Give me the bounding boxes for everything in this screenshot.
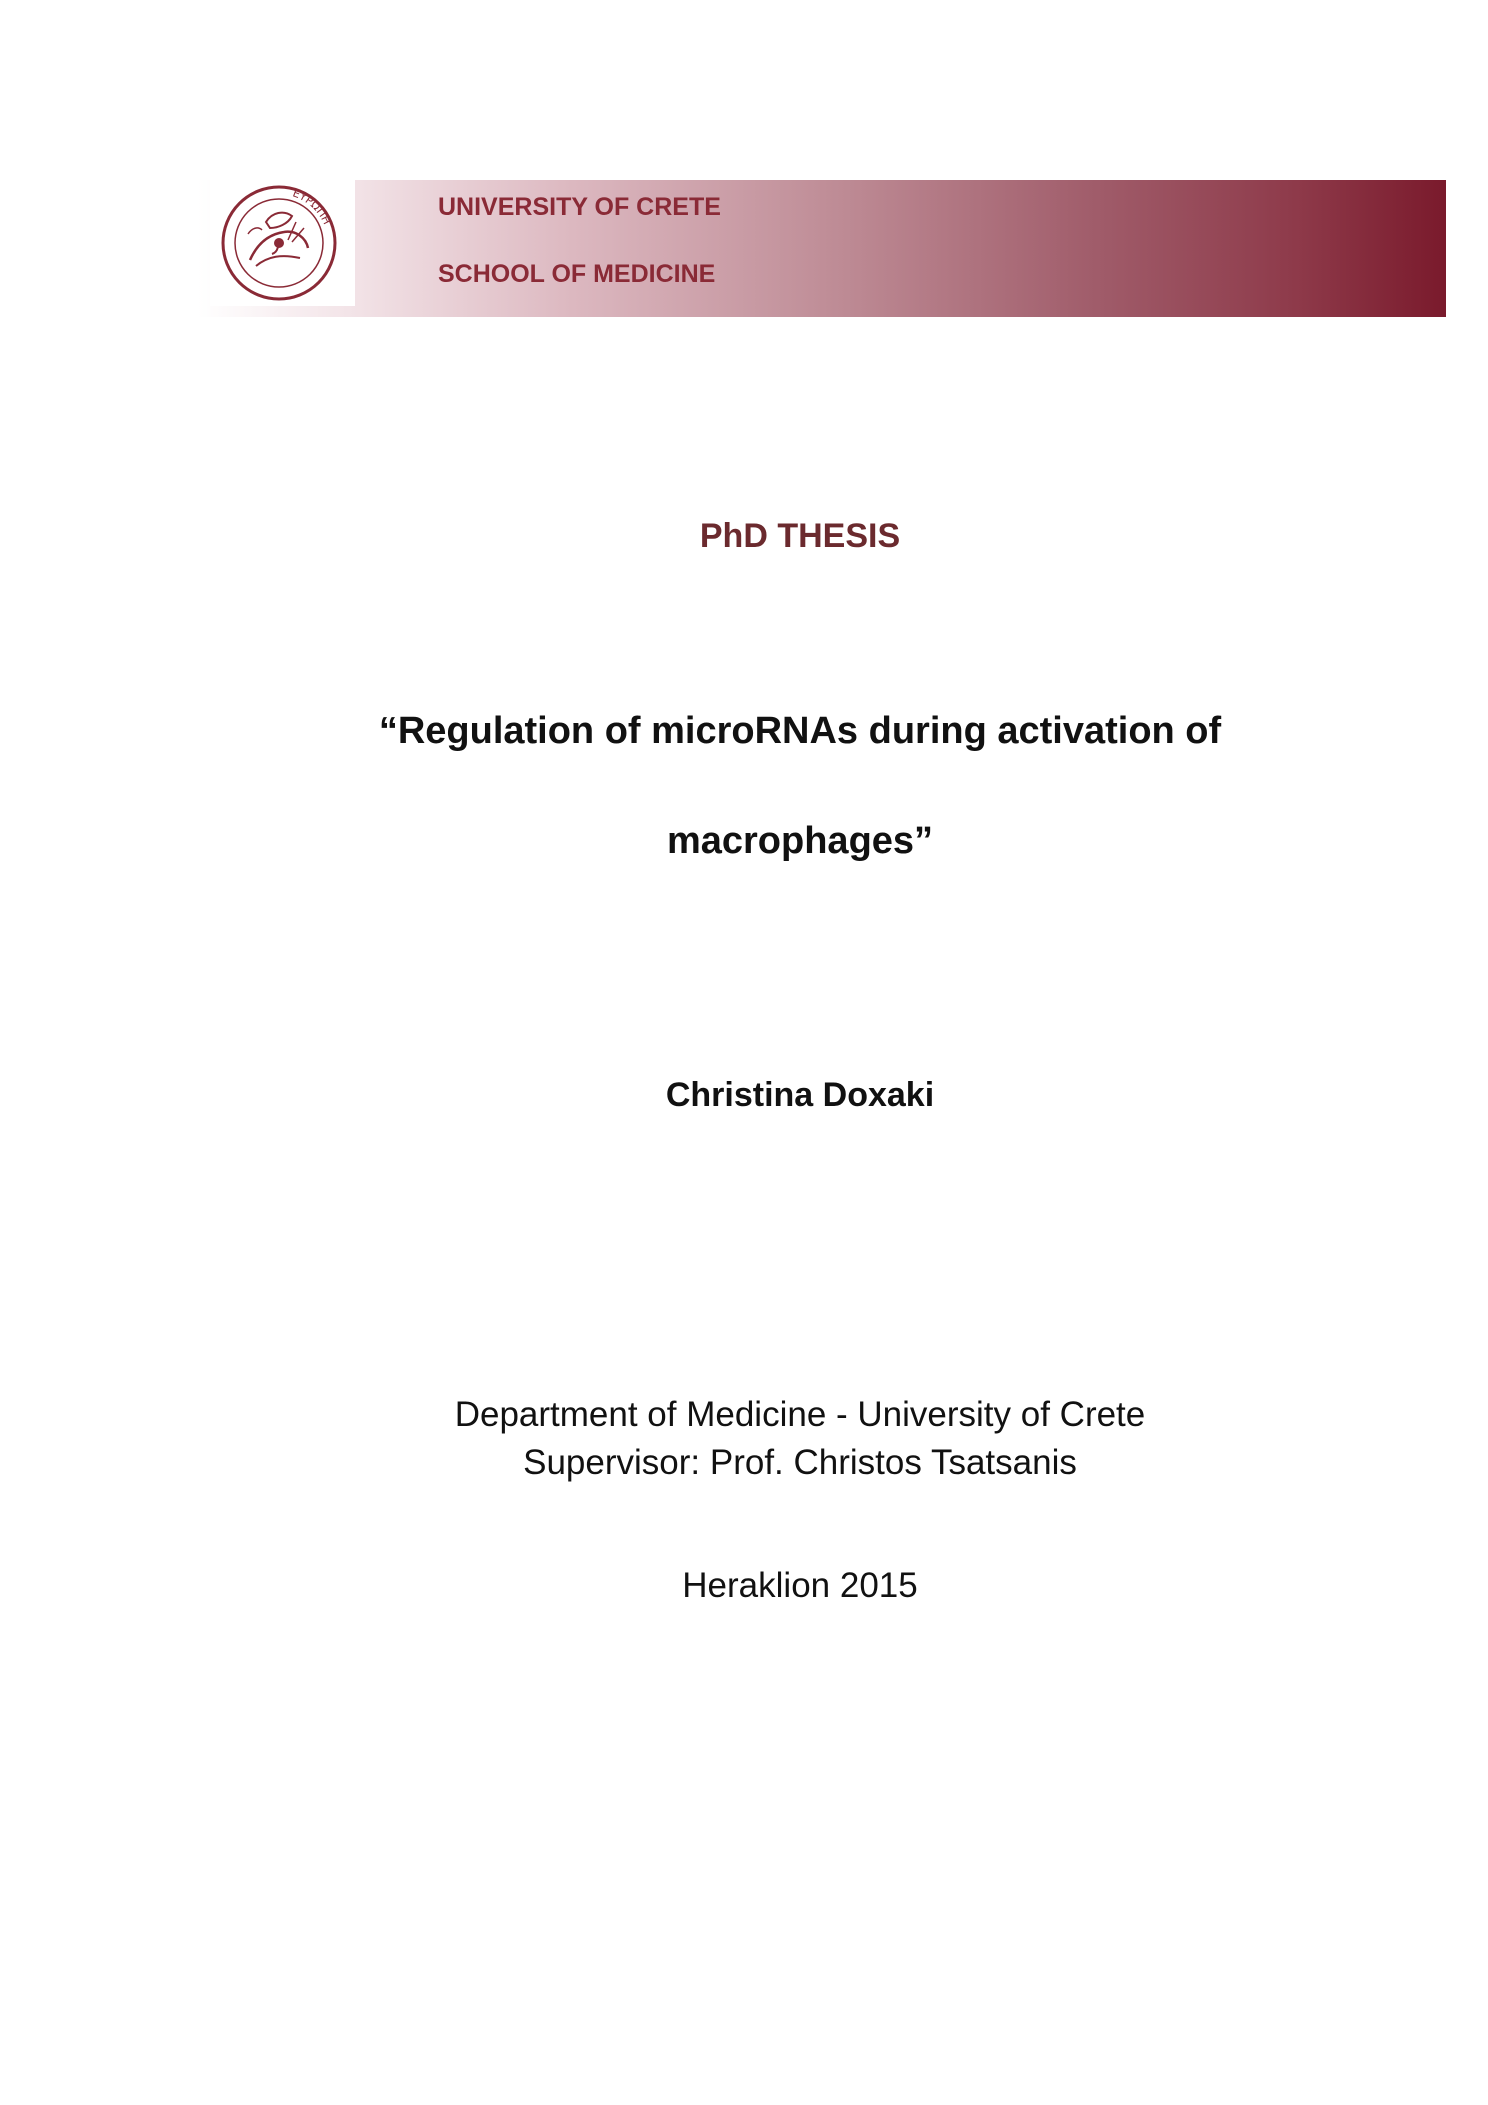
seal-text: ΕΥΡΩΠΗ (290, 186, 334, 227)
place-year: Heraklion 2015 (682, 1566, 918, 1605)
university-name: UNIVERSITY OF CRETE (438, 193, 721, 221)
supervisor: Supervisor: Prof. Christos Tsatsanis (523, 1443, 1077, 1482)
university-seal-icon (218, 182, 340, 304)
thesis-title-line-1: “Regulation of microRNAs during activation of (378, 710, 1222, 752)
author-name: Christina Doxaki (665, 1076, 935, 1114)
university-logo (210, 180, 355, 306)
header-banner (198, 180, 1446, 317)
document-type: PhD THESIS (699, 517, 901, 555)
thesis-title-line-2: macrophages” (666, 820, 934, 862)
svg-text:ΕΥΡΩΠΗ (291, 186, 334, 226)
school-name: SCHOOL OF MEDICINE (438, 260, 716, 288)
department: Department of Medicine - University of Crete (454, 1395, 1146, 1434)
